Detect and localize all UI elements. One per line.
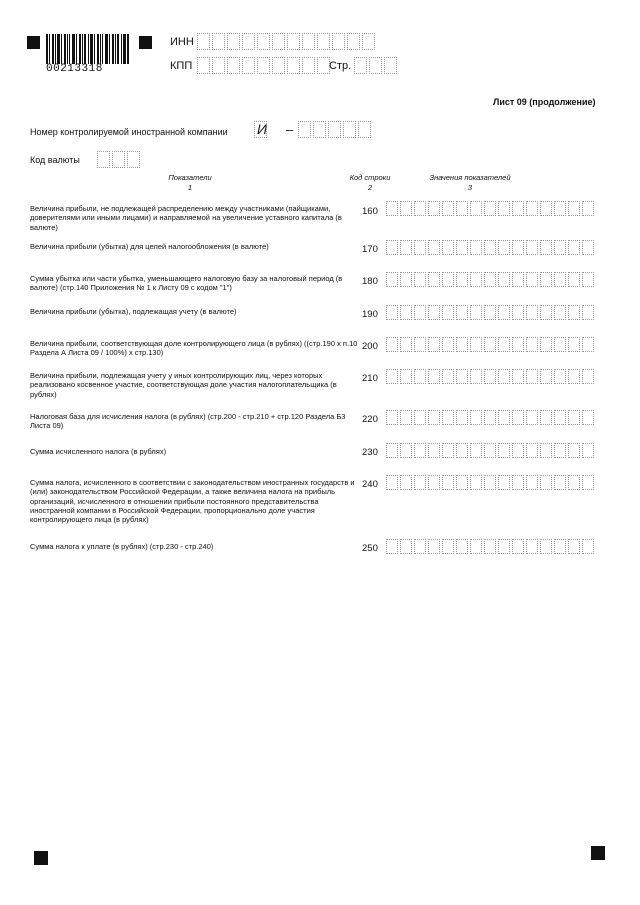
value-cell[interactable] bbox=[526, 410, 538, 425]
value-cell[interactable] bbox=[414, 201, 426, 216]
row-code: 220 bbox=[362, 414, 378, 425]
value-cell[interactable] bbox=[568, 240, 580, 255]
value-cell[interactable] bbox=[470, 539, 482, 554]
barcode-bars bbox=[46, 34, 130, 64]
col3-num: 3 bbox=[467, 183, 473, 192]
page-label: Стр. bbox=[329, 60, 352, 72]
kpp-label: КПП bbox=[170, 60, 193, 72]
value-cell[interactable] bbox=[400, 539, 412, 554]
value-cell[interactable] bbox=[568, 305, 580, 320]
row-value-field[interactable] bbox=[386, 539, 596, 554]
value-cell[interactable] bbox=[470, 369, 482, 384]
value-cell[interactable] bbox=[568, 369, 580, 384]
value-cell[interactable] bbox=[470, 443, 482, 458]
value-cell[interactable] bbox=[498, 240, 510, 255]
row-text: Налоговая база для исчисления налога (в рублях) (стр.200 - стр.210 + стр.120 Раздела Б3 Листа 09) bbox=[30, 412, 346, 431]
value-cell[interactable] bbox=[400, 272, 412, 287]
value-cell[interactable] bbox=[484, 272, 496, 287]
value-cell[interactable] bbox=[456, 272, 468, 287]
value-cell[interactable] bbox=[456, 240, 468, 255]
value-cell[interactable] bbox=[400, 369, 412, 384]
value-cell[interactable] bbox=[442, 201, 454, 216]
value-cell[interactable] bbox=[414, 305, 426, 320]
value-cell[interactable] bbox=[540, 201, 552, 216]
value-cell[interactable] bbox=[414, 443, 426, 458]
row-value-field[interactable] bbox=[386, 369, 596, 384]
value-cell[interactable] bbox=[386, 337, 398, 352]
value-cell[interactable] bbox=[456, 305, 468, 320]
value-cell[interactable] bbox=[442, 369, 454, 384]
value-cell[interactable] bbox=[582, 443, 594, 458]
col1-title: Показатели bbox=[168, 173, 212, 182]
row-text: Сумма налога к уплате (в рублях) (стр.230 - стр.240) bbox=[30, 542, 214, 551]
value-cell[interactable] bbox=[526, 443, 538, 458]
col2-num: 2 bbox=[367, 183, 373, 192]
value-cell[interactable] bbox=[582, 475, 594, 490]
value-cell[interactable] bbox=[582, 337, 594, 352]
row-value-field[interactable] bbox=[386, 443, 596, 458]
row-code: 200 bbox=[362, 341, 378, 352]
row-code: 170 bbox=[362, 244, 378, 255]
row-text: Сумма исчисленного налога (в рублях) bbox=[30, 447, 167, 456]
value-cell[interactable] bbox=[442, 443, 454, 458]
value-cell[interactable] bbox=[540, 272, 552, 287]
value-cell[interactable] bbox=[526, 539, 538, 554]
row-text: Величина прибыли, подлежащая учету у иных контролирующих лиц, через которых реализовано косвенное участие, соответствующая доле участия налогоплательщика (в рублях) bbox=[30, 371, 337, 399]
value-cell[interactable] bbox=[554, 201, 566, 216]
row-code: 160 bbox=[362, 206, 378, 217]
value-cell[interactable] bbox=[540, 305, 552, 320]
value-cell[interactable] bbox=[498, 410, 510, 425]
value-cell[interactable] bbox=[456, 369, 468, 384]
value-cell[interactable] bbox=[512, 443, 524, 458]
value-cell[interactable] bbox=[400, 240, 412, 255]
value-cell[interactable] bbox=[470, 337, 482, 352]
value-cell[interactable] bbox=[470, 240, 482, 255]
value-cell[interactable] bbox=[414, 272, 426, 287]
row-code: 250 bbox=[362, 543, 378, 554]
value-cell[interactable] bbox=[498, 475, 510, 490]
value-cell[interactable] bbox=[540, 337, 552, 352]
corner-marker-top-right bbox=[139, 36, 152, 49]
row-code: 210 bbox=[362, 373, 378, 384]
value-cell[interactable] bbox=[582, 305, 594, 320]
value-cell[interactable] bbox=[582, 369, 594, 384]
value-cell[interactable] bbox=[498, 272, 510, 287]
value-cell[interactable] bbox=[484, 410, 496, 425]
value-cell[interactable] bbox=[386, 475, 398, 490]
value-cell[interactable] bbox=[540, 539, 552, 554]
value-cell[interactable] bbox=[512, 240, 524, 255]
value-cell[interactable] bbox=[554, 410, 566, 425]
value-cell[interactable] bbox=[386, 539, 398, 554]
value-cell[interactable] bbox=[484, 475, 496, 490]
value-cell[interactable] bbox=[540, 369, 552, 384]
value-cell[interactable] bbox=[400, 201, 412, 216]
value-cell[interactable] bbox=[526, 201, 538, 216]
value-cell[interactable] bbox=[386, 443, 398, 458]
value-cell[interactable] bbox=[470, 272, 482, 287]
value-cell[interactable] bbox=[386, 240, 398, 255]
value-cell[interactable] bbox=[526, 337, 538, 352]
value-cell[interactable] bbox=[526, 369, 538, 384]
value-cell[interactable] bbox=[428, 240, 440, 255]
row-value-field[interactable] bbox=[386, 337, 596, 352]
value-cell[interactable] bbox=[540, 410, 552, 425]
sheet-title: Лист 09 (продолжение) bbox=[493, 97, 596, 107]
value-cell[interactable] bbox=[442, 272, 454, 287]
company-prefix-cell bbox=[254, 121, 269, 138]
col2-title: Код строки bbox=[349, 173, 391, 182]
value-cell[interactable] bbox=[428, 305, 440, 320]
row-text: Величина прибыли (убытка), подлежащая учету (в валюте) bbox=[30, 307, 237, 316]
value-cell[interactable] bbox=[498, 305, 510, 320]
value-cell[interactable] bbox=[512, 201, 524, 216]
value-cell[interactable] bbox=[554, 240, 566, 255]
value-cell[interactable] bbox=[414, 369, 426, 384]
value-cell[interactable] bbox=[540, 443, 552, 458]
value-cell[interactable] bbox=[484, 240, 496, 255]
inn-label: ИНН bbox=[170, 36, 194, 48]
value-cell[interactable] bbox=[400, 337, 412, 352]
row-code: 230 bbox=[362, 447, 378, 458]
value-cell[interactable] bbox=[512, 539, 524, 554]
value-cell[interactable] bbox=[428, 369, 440, 384]
value-cell[interactable] bbox=[428, 272, 440, 287]
value-cell[interactable] bbox=[498, 201, 510, 216]
value-cell[interactable] bbox=[568, 443, 580, 458]
value-cell[interactable] bbox=[386, 272, 398, 287]
value-cell[interactable] bbox=[498, 539, 510, 554]
value-cell[interactable] bbox=[512, 369, 524, 384]
value-cell[interactable] bbox=[456, 539, 468, 554]
row-text: Величина прибыли (убытка) для целей налогообложения (в валюте) bbox=[30, 242, 269, 251]
value-cell[interactable] bbox=[442, 475, 454, 490]
value-cell[interactable] bbox=[400, 443, 412, 458]
value-cell[interactable] bbox=[456, 410, 468, 425]
value-cell[interactable] bbox=[568, 337, 580, 352]
value-cell[interactable] bbox=[484, 443, 496, 458]
value-cell[interactable] bbox=[428, 475, 440, 490]
value-cell[interactable] bbox=[526, 305, 538, 320]
value-cell[interactable] bbox=[428, 539, 440, 554]
value-cell[interactable] bbox=[456, 475, 468, 490]
value-cell[interactable] bbox=[414, 410, 426, 425]
value-cell[interactable] bbox=[484, 305, 496, 320]
row-value-field[interactable] bbox=[386, 410, 596, 425]
row-value-field[interactable] bbox=[386, 240, 596, 255]
value-cell[interactable] bbox=[456, 337, 468, 352]
row-text: Сумма убытка или части убытка, уменьшающего налоговую базу за налоговый период (в валюте) (стр.140 Приложения № 1 к Листу 09 с кодом "1") bbox=[30, 274, 343, 293]
currency-label: Код валюты bbox=[30, 155, 80, 165]
row-value-field[interactable] bbox=[386, 475, 596, 490]
page-number-field[interactable] bbox=[354, 57, 399, 74]
col3-title: Значения показателей bbox=[429, 173, 511, 182]
value-cell[interactable] bbox=[414, 539, 426, 554]
value-cell[interactable] bbox=[428, 410, 440, 425]
currency-field[interactable] bbox=[97, 151, 142, 168]
corner-marker-bottom-right bbox=[591, 846, 605, 860]
row-value-field[interactable] bbox=[386, 272, 596, 287]
value-cell[interactable] bbox=[400, 410, 412, 425]
value-cell[interactable] bbox=[512, 305, 524, 320]
value-cell[interactable] bbox=[568, 201, 580, 216]
value-cell[interactable] bbox=[512, 272, 524, 287]
kpp-field[interactable] bbox=[197, 57, 332, 74]
value-cell[interactable] bbox=[568, 410, 580, 425]
value-cell[interactable] bbox=[568, 475, 580, 490]
row-code: 180 bbox=[362, 276, 378, 287]
value-cell[interactable] bbox=[582, 240, 594, 255]
corner-marker-bottom-left bbox=[34, 851, 48, 865]
value-cell[interactable] bbox=[554, 369, 566, 384]
value-cell[interactable] bbox=[554, 443, 566, 458]
value-cell[interactable] bbox=[526, 475, 538, 490]
corner-marker-top-left bbox=[27, 36, 40, 49]
company-dash: – bbox=[286, 122, 294, 137]
value-cell[interactable] bbox=[484, 201, 496, 216]
value-cell[interactable] bbox=[512, 475, 524, 490]
value-cell[interactable] bbox=[442, 539, 454, 554]
row-value-field[interactable] bbox=[386, 305, 596, 320]
value-cell[interactable] bbox=[498, 369, 510, 384]
barcode bbox=[46, 34, 130, 74]
row-text: Величина прибыли, не подлежащей распределению между участниками (пайщиками, доверителями или иными лицами) и направляемой на увеличение уставного капитала (в валюте) bbox=[30, 204, 342, 232]
value-cell[interactable] bbox=[484, 369, 496, 384]
value-cell[interactable] bbox=[568, 272, 580, 287]
value-cell[interactable] bbox=[554, 539, 566, 554]
value-cell[interactable] bbox=[470, 201, 482, 216]
value-cell[interactable] bbox=[442, 337, 454, 352]
value-cell[interactable] bbox=[582, 272, 594, 287]
value-cell[interactable] bbox=[456, 201, 468, 216]
company-number-field[interactable] bbox=[298, 121, 373, 138]
value-cell[interactable] bbox=[554, 475, 566, 490]
value-cell[interactable] bbox=[512, 337, 524, 352]
value-cell[interactable] bbox=[582, 410, 594, 425]
value-cell[interactable] bbox=[442, 240, 454, 255]
value-cell[interactable] bbox=[526, 240, 538, 255]
value-cell[interactable] bbox=[568, 539, 580, 554]
value-cell[interactable] bbox=[386, 201, 398, 216]
value-cell[interactable] bbox=[498, 337, 510, 352]
value-cell[interactable] bbox=[386, 305, 398, 320]
value-cell[interactable] bbox=[554, 305, 566, 320]
company-prefix: И bbox=[257, 121, 268, 137]
row-code: 240 bbox=[362, 479, 378, 490]
value-cell[interactable] bbox=[428, 443, 440, 458]
value-cell[interactable] bbox=[540, 475, 552, 490]
value-cell[interactable] bbox=[484, 539, 496, 554]
value-cell[interactable] bbox=[386, 410, 398, 425]
value-cell[interactable] bbox=[554, 337, 566, 352]
barcode-number: 00213318 bbox=[46, 63, 103, 75]
value-cell[interactable] bbox=[470, 410, 482, 425]
value-cell[interactable] bbox=[400, 305, 412, 320]
value-cell[interactable] bbox=[582, 201, 594, 216]
inn-field[interactable] bbox=[197, 33, 377, 50]
value-cell[interactable] bbox=[442, 305, 454, 320]
value-cell[interactable] bbox=[526, 272, 538, 287]
value-cell[interactable] bbox=[470, 305, 482, 320]
value-cell[interactable] bbox=[470, 475, 482, 490]
value-cell[interactable] bbox=[428, 201, 440, 216]
value-cell[interactable] bbox=[582, 539, 594, 554]
value-cell[interactable] bbox=[400, 475, 412, 490]
value-cell[interactable] bbox=[414, 240, 426, 255]
company-number-label: Номер контролируемой иностранной компании bbox=[30, 127, 228, 137]
row-text: Величина прибыли, соответствующая доле контролирующего лица (в рублях) ((стр.190 х п.10 Раздела А Листа 09 / 100%) х стр.130) bbox=[30, 339, 358, 358]
value-cell[interactable] bbox=[442, 410, 454, 425]
value-cell[interactable] bbox=[540, 240, 552, 255]
row-text: Сумма налога, исчисленного в соответствии с законодательством иностранных государств и (или) законодательством Российской Федерации, а также величина налога на прибыль организаций, исчисленного в отношении прибыли постоянного представительства иностранной компании в Российской Федерации, пропорционально доле участия контролирующего лица (в рублях) bbox=[30, 478, 355, 525]
value-cell[interactable] bbox=[554, 272, 566, 287]
value-cell[interactable] bbox=[484, 337, 496, 352]
value-cell[interactable] bbox=[414, 475, 426, 490]
value-cell[interactable] bbox=[428, 337, 440, 352]
value-cell[interactable] bbox=[512, 410, 524, 425]
col1-num: 1 bbox=[187, 183, 193, 192]
row-code: 190 bbox=[362, 309, 378, 320]
value-cell[interactable] bbox=[498, 443, 510, 458]
value-cell[interactable] bbox=[386, 369, 398, 384]
value-cell[interactable] bbox=[414, 337, 426, 352]
value-cell[interactable] bbox=[456, 443, 468, 458]
row-value-field[interactable] bbox=[386, 201, 596, 216]
